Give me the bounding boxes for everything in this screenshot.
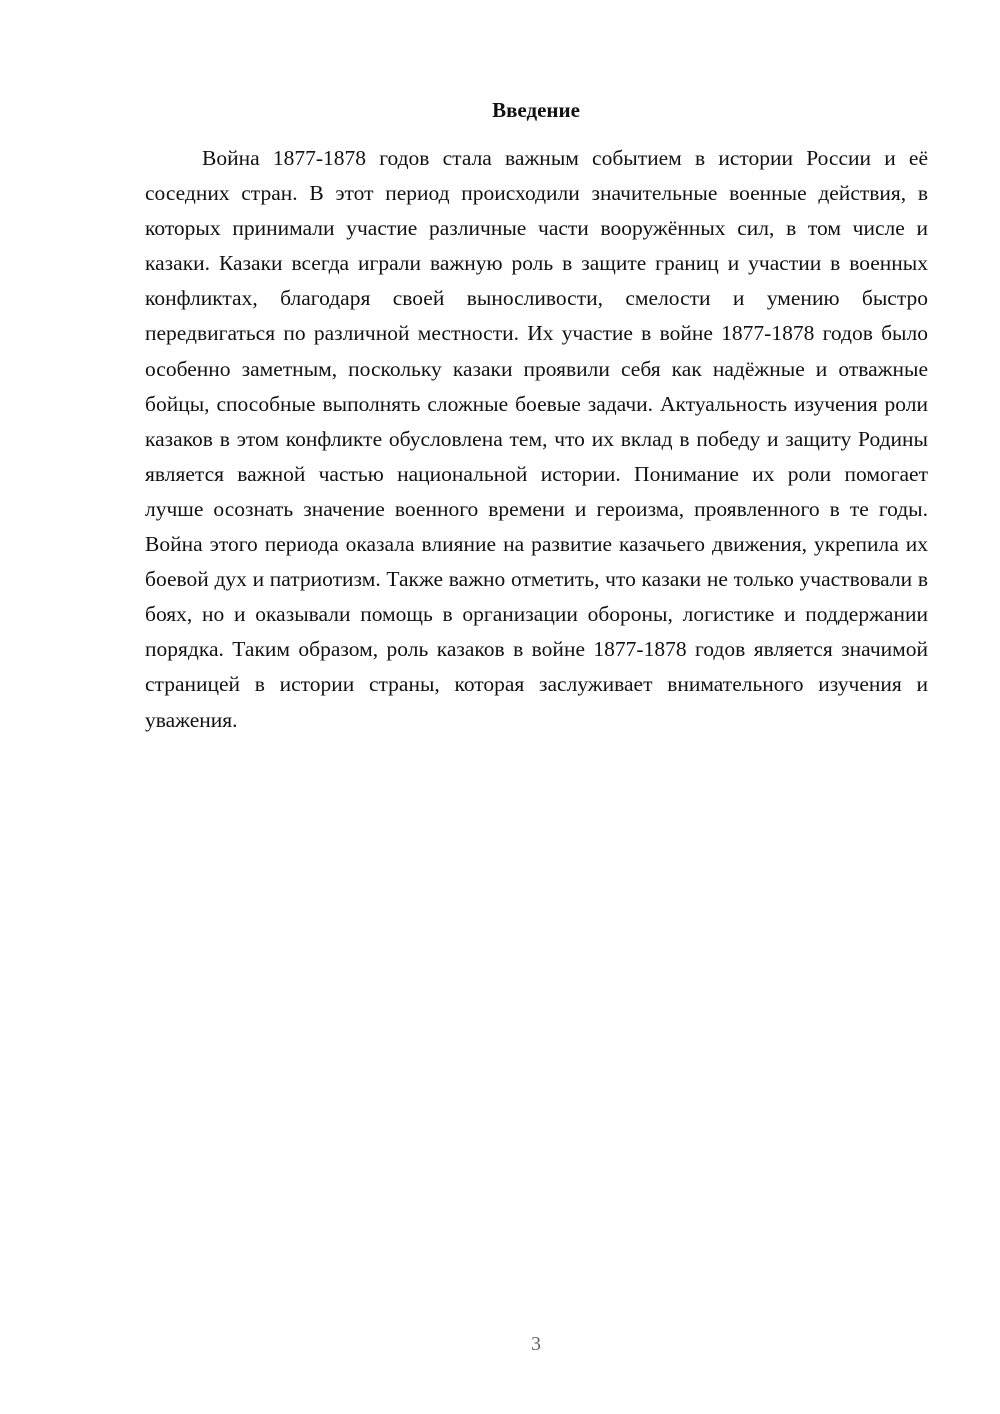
section-heading: Введение [492,98,580,122]
body-paragraph: Война 1877-1878 годов стала важным событием в истории России и её соседних стран. В этот период происходили значительные военные действия, в которых принимали участие различные части вооружённых сил, в том числе и казаки. Казаки всегда играли важную роль в защите границ и участии в военных конфликтах, благодаря своей выносливости, смелости и умению быстро передвигаться по различной местности. Их участие в войне 1877-1878 годов было особенно заметным, поскольку казаки проявили себя как надёжные и отважные бойцы, способные выполнять сложные боевые задачи. Актуальность изучения роли казаков в этом конфликте обусловлена тем, что их вклад в победу и защиту Родины является важной частью национальной истории. Понимание их роли помогает лучше осознать значение военного времени и героизма, проявленного в те годы. Война этого периода оказала влияние на развитие казачьего движения, укрепила их боевой дух и патриотизм. Также важно отметить, что казаки не только участвовали в боях, но и оказывали помощь в организации обороны, логистике и поддержании порядка. Таким образом, роль казаков в войне 1877-1878 годов является значимой страницей в истории страны, которая заслуживает внимательного изучения и уважения. [145,146,928,732]
page-number: 3 [531,1333,541,1355]
